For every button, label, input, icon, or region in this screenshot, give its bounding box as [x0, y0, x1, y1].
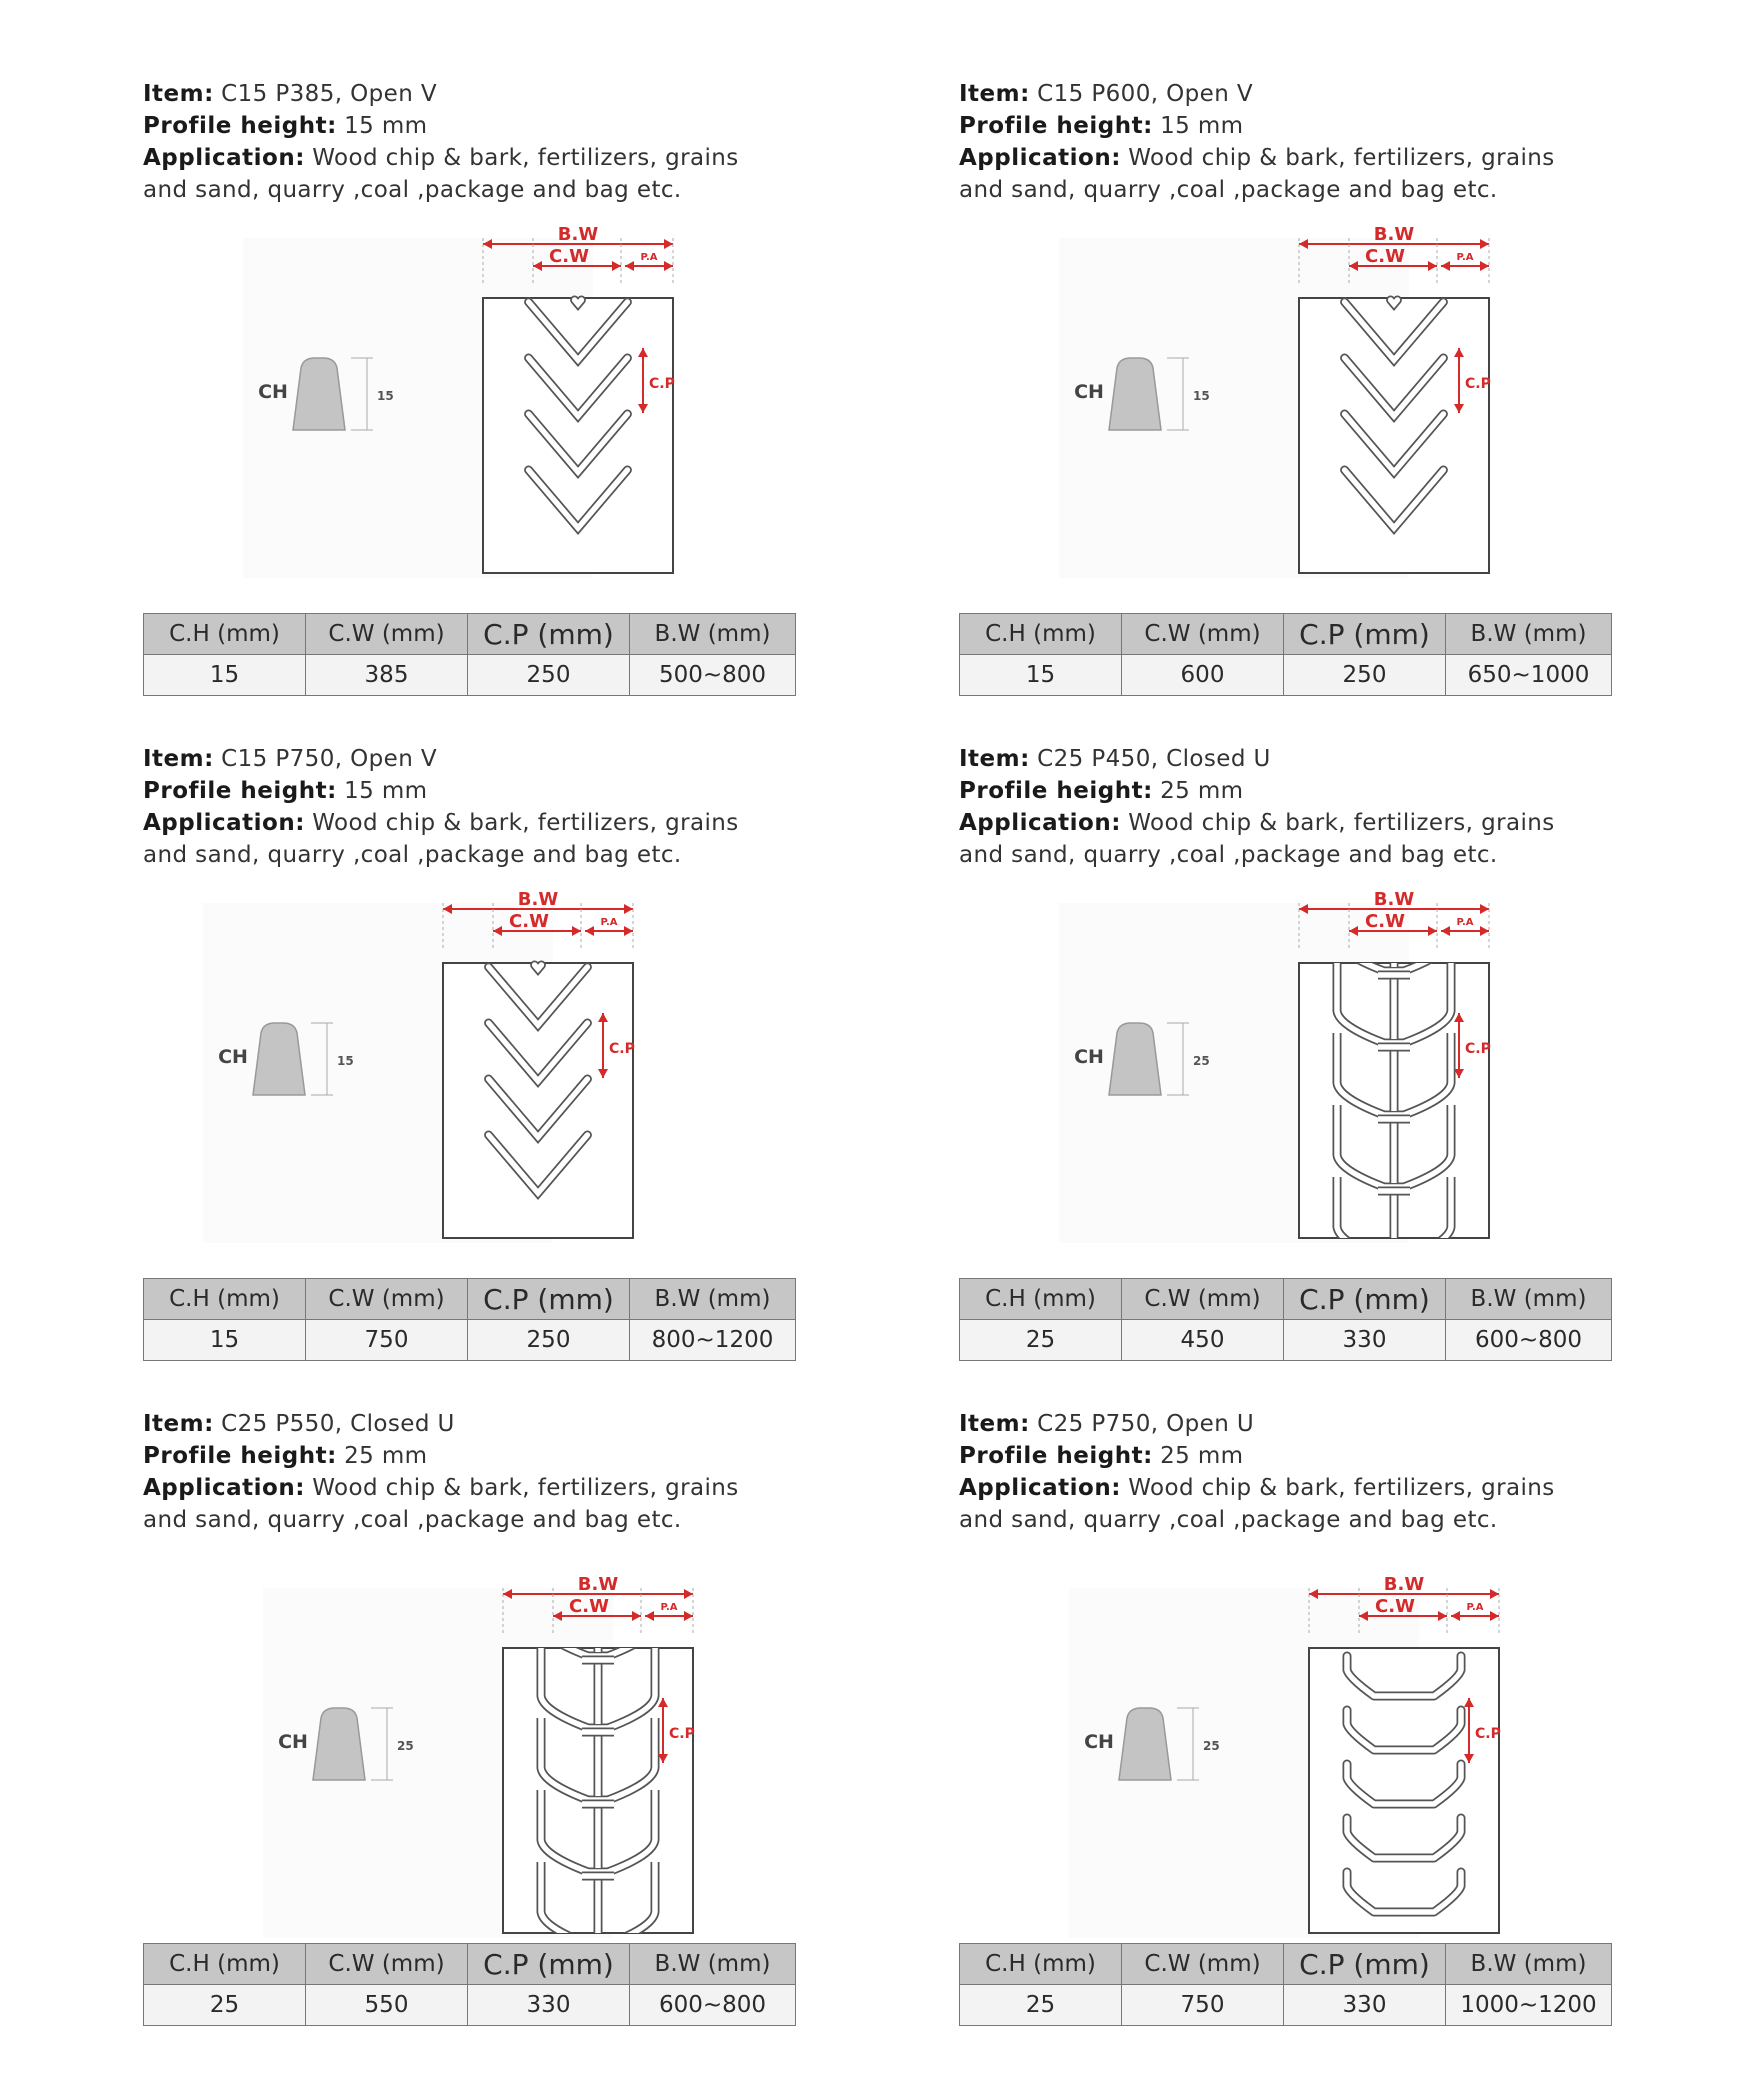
application-text-continued: and sand, quarry ,coal ,package and bag etc.	[143, 842, 682, 868]
table-header-cell: C.P (mm)	[468, 614, 630, 655]
belt-figure	[203, 889, 643, 1243]
table-cell: 600~800	[630, 1985, 796, 2026]
bw-label: B.W	[557, 224, 599, 245]
table-cell: 250	[468, 1320, 630, 1361]
cleat-chevron	[1391, 300, 1398, 304]
application-text-continued: and sand, quarry ,coal ,package and bag etc.	[143, 177, 682, 203]
profile-height-value: 25	[397, 1739, 414, 1753]
table-header-cell: B.W (mm)	[630, 1279, 796, 1320]
table-header-cell: C.P (mm)	[468, 1944, 630, 1985]
cw-label: C.W	[1375, 1596, 1415, 1617]
table-header-row	[144, 614, 796, 655]
profile-height-value: 15 mm	[344, 113, 428, 139]
cp-label: C.P	[1475, 1726, 1501, 1742]
table-header-cell: C.H (mm)	[144, 614, 306, 655]
table-cell: 1000~1200	[1446, 1985, 1612, 2026]
belt-figure	[1059, 889, 1499, 1243]
profile-height-value: 15	[1193, 389, 1210, 403]
product-block	[959, 743, 1619, 1363]
table-header-cell: C.H (mm)	[960, 1279, 1122, 1320]
cw-label: C.W	[1365, 911, 1405, 932]
application-text: Wood chip & bark, fertilizers, grains	[312, 1475, 739, 1501]
application-text: Wood chip & bark, fertilizers, grains	[1128, 810, 1555, 836]
ch-label: CH	[278, 1731, 308, 1753]
product-description	[143, 1408, 803, 1536]
pa-label: P.A	[1466, 1602, 1484, 1613]
table-cell: 250	[468, 655, 630, 696]
table-header-cell: C.W (mm)	[1122, 614, 1284, 655]
table-header-cell: C.P (mm)	[468, 1279, 630, 1320]
pa-label: P.A	[660, 1602, 678, 1613]
bw-label: B.W	[1383, 1574, 1425, 1595]
bw-label: B.W	[517, 889, 559, 910]
item-label: Item:	[143, 81, 214, 107]
table-cell: 25	[144, 1985, 306, 2026]
item-label: Item:	[959, 1411, 1030, 1437]
table-header-cell: C.W (mm)	[306, 1279, 468, 1320]
table-header-row	[960, 614, 1612, 655]
table-row	[960, 655, 1612, 696]
table-cell: 330	[1284, 1320, 1446, 1361]
product-description	[143, 743, 803, 871]
application-text: Wood chip & bark, fertilizers, grains	[1128, 145, 1555, 171]
ch-label: CH	[218, 1046, 248, 1068]
table-header-cell: C.H (mm)	[144, 1944, 306, 1985]
profile-height-label: Profile height:	[959, 1443, 1153, 1469]
item-name: C15 P385, Open V	[221, 81, 438, 107]
table-header-cell: C.P (mm)	[1284, 1279, 1446, 1320]
application-text: Wood chip & bark, fertilizers, grains	[312, 145, 739, 171]
application-text: Wood chip & bark, fertilizers, grains	[312, 810, 739, 836]
item-label: Item:	[143, 746, 214, 772]
item-name: C25 P750, Open U	[1037, 1411, 1255, 1437]
table-header-cell: C.P (mm)	[1284, 1944, 1446, 1985]
table-row	[144, 655, 796, 696]
cw-label: C.W	[509, 911, 549, 932]
table-header-row	[960, 1279, 1612, 1320]
table-cell: 600~800	[1446, 1320, 1612, 1361]
bw-label: B.W	[577, 1574, 619, 1595]
belt-diagram	[1299, 298, 1489, 573]
table-cell: 650~1000	[1446, 655, 1612, 696]
product-block	[143, 743, 803, 1363]
table-header-cell: C.W (mm)	[306, 614, 468, 655]
profile-height-value: 15	[337, 1054, 354, 1068]
cw-label: C.W	[549, 246, 589, 267]
table-row	[144, 1985, 796, 2026]
spec-table	[959, 1278, 1612, 1361]
cp-label: C.P	[669, 1726, 695, 1742]
table-header-cell: B.W (mm)	[630, 1944, 796, 1985]
ch-label: CH	[1074, 1046, 1104, 1068]
pa-label: P.A	[600, 917, 618, 928]
table-cell: 330	[468, 1985, 630, 2026]
profile-height-label: Profile height:	[143, 1443, 337, 1469]
table-cell: 750	[1122, 1985, 1284, 2026]
table-row	[960, 1985, 1612, 2026]
pa-label: P.A	[1456, 252, 1474, 263]
bw-label: B.W	[1373, 889, 1415, 910]
spec-table	[959, 613, 1612, 696]
spec-table	[143, 1278, 796, 1361]
profile-height-label: Profile height:	[143, 113, 337, 139]
item-label: Item:	[143, 1411, 214, 1437]
spec-table	[143, 613, 796, 696]
cleat-chevron	[535, 965, 542, 969]
table-header-cell: C.H (mm)	[960, 1944, 1122, 1985]
application-label: Application:	[143, 145, 305, 171]
table-cell: 385	[306, 655, 468, 696]
table-cell: 15	[960, 655, 1122, 696]
table-header-row	[144, 1944, 796, 1985]
item-label: Item:	[959, 81, 1030, 107]
table-header-cell: C.W (mm)	[1122, 1944, 1284, 1985]
belt-diagram	[483, 298, 673, 573]
cp-label: C.P	[649, 376, 675, 392]
ch-label: CH	[1084, 1731, 1114, 1753]
product-description	[143, 78, 803, 206]
table-cell: 25	[960, 1985, 1122, 2026]
profile-height-value: 25	[1203, 1739, 1220, 1753]
table-header-cell: C.W (mm)	[306, 1944, 468, 1985]
product-description	[959, 78, 1619, 206]
cp-label: C.P	[609, 1041, 635, 1057]
bw-label: B.W	[1373, 224, 1415, 245]
application-text-continued: and sand, quarry ,coal ,package and bag etc.	[959, 1507, 1498, 1533]
cw-label: C.W	[569, 1596, 609, 1617]
table-cell: 15	[144, 655, 306, 696]
item-name: C25 P450, Closed U	[1037, 746, 1271, 772]
profile-height-label: Profile height:	[959, 778, 1153, 804]
ch-label: CH	[1074, 381, 1104, 403]
table-cell: 600	[1122, 655, 1284, 696]
cleat-chevron	[575, 300, 582, 304]
table-header-row	[960, 1944, 1612, 1985]
profile-height-value: 15 mm	[1160, 113, 1244, 139]
cp-label: C.P	[1465, 1041, 1491, 1057]
pa-label: P.A	[640, 252, 658, 263]
application-text-continued: and sand, quarry ,coal ,package and bag etc.	[143, 1507, 682, 1533]
application-label: Application:	[143, 810, 305, 836]
spec-table	[959, 1943, 1612, 2026]
belt-figure	[1059, 224, 1499, 578]
belt-figure	[263, 1574, 703, 1938]
table-header-cell: B.W (mm)	[1446, 614, 1612, 655]
table-row	[144, 1320, 796, 1361]
application-text-continued: and sand, quarry ,coal ,package and bag etc.	[959, 177, 1498, 203]
table-cell: 25	[960, 1320, 1122, 1361]
table-header-cell: C.W (mm)	[1122, 1279, 1284, 1320]
table-header-row	[144, 1279, 796, 1320]
table-cell: 450	[1122, 1320, 1284, 1361]
pa-label: P.A	[1456, 917, 1474, 928]
product-block	[143, 78, 803, 698]
table-header-cell: B.W (mm)	[1446, 1944, 1612, 1985]
belt-diagram	[443, 963, 633, 1238]
profile-height-value: 25 mm	[1160, 1443, 1244, 1469]
table-cell: 550	[306, 1985, 468, 2026]
product-block	[959, 1408, 1619, 2028]
belt-figure	[1069, 1574, 1509, 1938]
application-label: Application:	[959, 1475, 1121, 1501]
table-cell: 250	[1284, 655, 1446, 696]
table-cell: 500~800	[630, 655, 796, 696]
application-label: Application:	[143, 1475, 305, 1501]
item-label: Item:	[959, 746, 1030, 772]
ch-label: CH	[258, 381, 288, 403]
product-description	[959, 1408, 1619, 1536]
cp-label: C.P	[1465, 376, 1491, 392]
table-cell: 330	[1284, 1985, 1446, 2026]
application-text-continued: and sand, quarry ,coal ,package and bag etc.	[959, 842, 1498, 868]
table-cell: 15	[144, 1320, 306, 1361]
profile-height-label: Profile height:	[143, 778, 337, 804]
profile-height-value: 25	[1193, 1054, 1210, 1068]
item-name: C15 P600, Open V	[1037, 81, 1254, 107]
application-label: Application:	[959, 145, 1121, 171]
table-header-cell: C.H (mm)	[960, 614, 1122, 655]
product-description	[959, 743, 1619, 871]
table-header-cell: C.H (mm)	[144, 1279, 306, 1320]
profile-height-value: 15 mm	[344, 778, 428, 804]
product-block	[143, 1408, 803, 2028]
product-block	[959, 78, 1619, 698]
profile-height-label: Profile height:	[959, 113, 1153, 139]
profile-height-value: 15	[377, 389, 394, 403]
item-name: C15 P750, Open V	[221, 746, 438, 772]
table-header-cell: B.W (mm)	[1446, 1279, 1612, 1320]
application-label: Application:	[959, 810, 1121, 836]
table-cell: 800~1200	[630, 1320, 796, 1361]
table-cell: 750	[306, 1320, 468, 1361]
application-text: Wood chip & bark, fertilizers, grains	[1128, 1475, 1555, 1501]
belt-diagram	[1309, 1648, 1499, 1933]
table-row	[960, 1320, 1612, 1361]
spec-table	[143, 1943, 796, 2026]
profile-height-value: 25 mm	[1160, 778, 1244, 804]
belt-figure	[243, 224, 683, 578]
cw-label: C.W	[1365, 246, 1405, 267]
profile-height-value: 25 mm	[344, 1443, 428, 1469]
item-name: C25 P550, Closed U	[221, 1411, 455, 1437]
table-header-cell: B.W (mm)	[630, 614, 796, 655]
table-header-cell: C.P (mm)	[1284, 614, 1446, 655]
